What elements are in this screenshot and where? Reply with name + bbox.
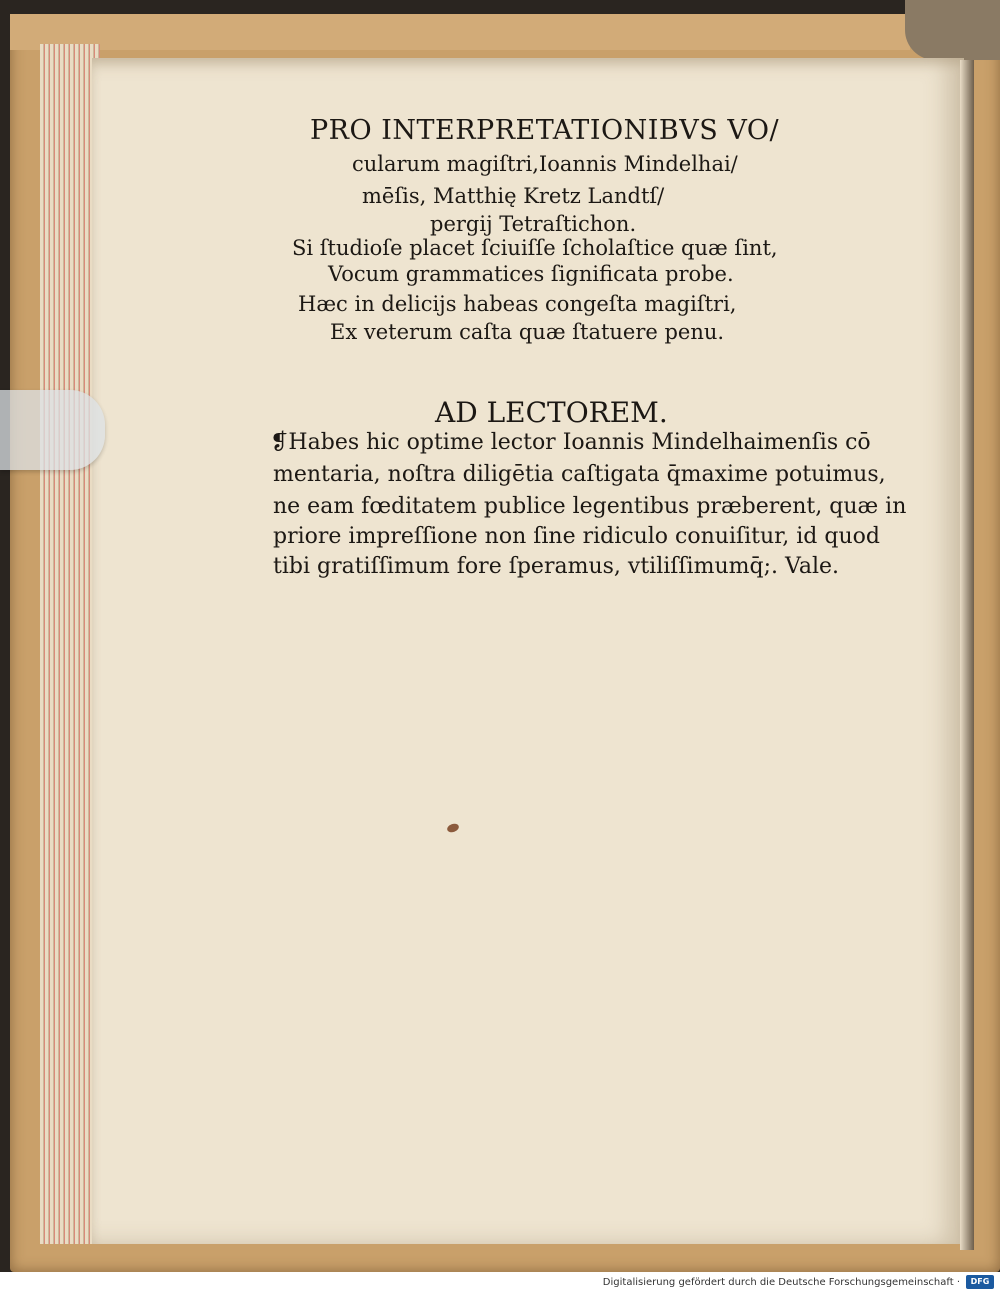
paragraph-line-1: ❡Habes hic optime lector Ioannis Mindelhaimenſis cō [270,430,871,455]
heading-line-3: pergij Tetraſtichon. [430,212,637,236]
verse-line-3: Hæc in delicijs habeas congeſta magiſtri, [298,292,737,316]
page-edges [40,44,100,1244]
verse-line-2: Vocum grammatices ſignificata probe. [328,262,734,286]
paragraph-line-3: ne eam fœditatem publice legentibus præberent, quæ in [273,494,907,519]
cover-top-edge [10,14,910,50]
footer-bar [0,1272,1000,1293]
heading-line-2: mēſis, Matthię Kretz Landtſ/ [362,184,665,208]
verse-line-1: Si ſtudioſe placet ſciuiſſe ſcholaſtice quæ ſint, [292,236,778,260]
dfg-logo: DFG [966,1275,994,1289]
paragraph-line-5: tibi gratiſſimum fore ſperamus, vtiliſſimumq̄;. Vale. [273,554,839,579]
page-gutter [960,60,974,1250]
show-through-text [912,168,1000,488]
paragraph-line-2: mentaria, noſtra diligētia caſtigata q̄maxime potuimus, [273,462,886,487]
heading-line-1: cularum magiſtri,Ioannis Mindelhai/ [352,152,738,176]
cover-corner [905,0,1000,60]
funding-credit: Digitalisierung gefördert durch die Deutsche Forschungsgemeinschaft · [602,1277,960,1288]
poem-heading: PRO INTERPRETATIONIBVS VO/ [310,115,780,146]
bookmark-clip [0,390,105,470]
verse-line-4: Ex veterum caſta quæ ſtatuere penu. [330,320,725,344]
section-title: AD LECTOREM. [435,396,668,429]
paragraph-line-4: priore impreſſione non ſine ridiculo conuiſitur, id quod [273,524,880,549]
